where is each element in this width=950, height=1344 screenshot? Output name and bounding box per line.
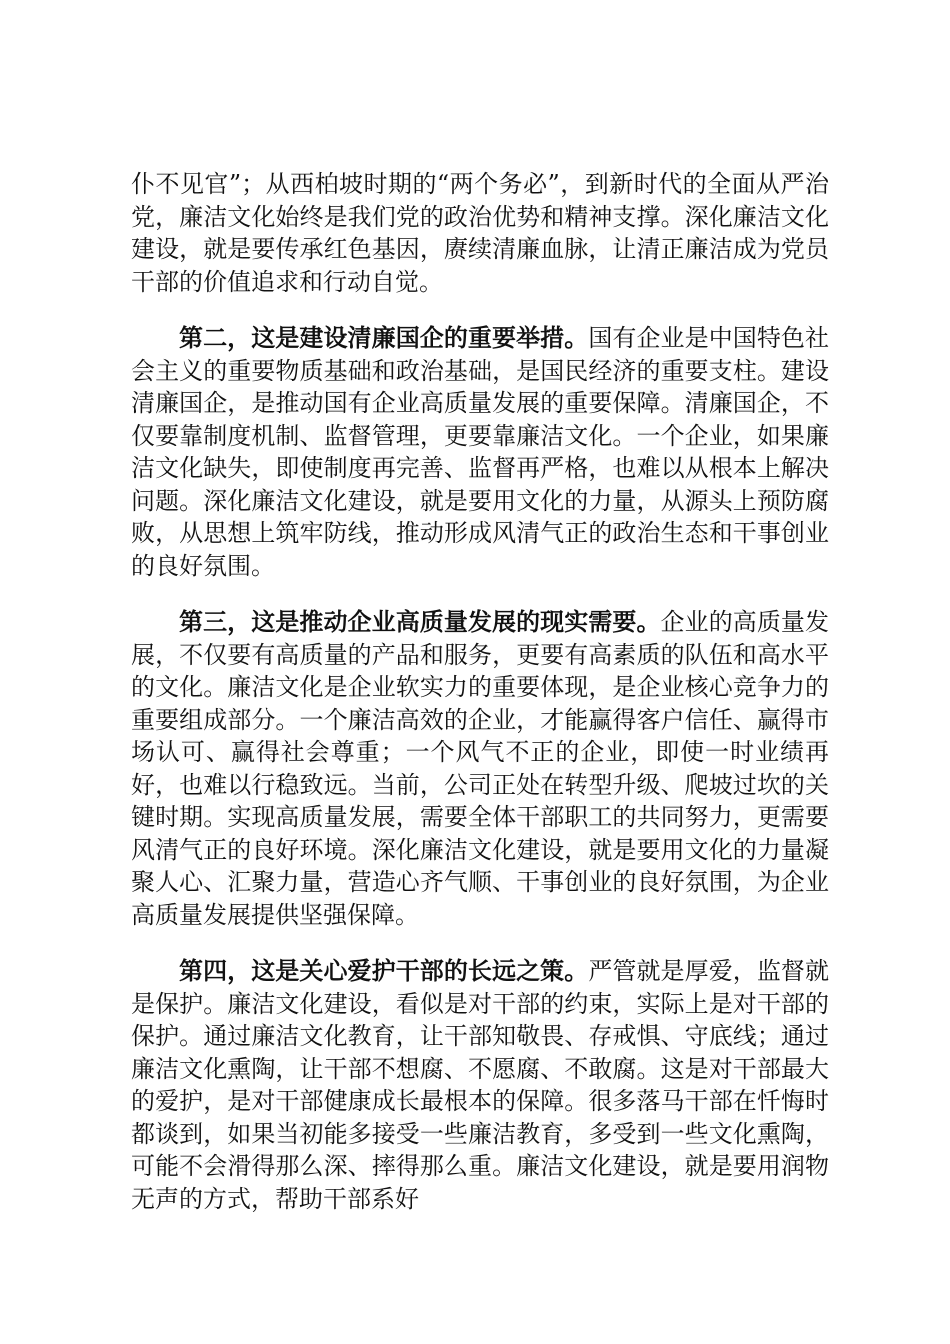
paragraph-third-point xyxy=(131,606,829,931)
paragraph-continuation xyxy=(131,168,829,298)
paragraph-text: 仆不见官”；从西柏坡时期的“两个务必”，到新时代的全面从严治党，廉洁文化始终是我们党的政治优势和精神支撑。深化廉洁文化建设，就是要传承红色基因，赓续清廉血脉，让清正廉洁成为党员干部的价值追求和行动自觉。 xyxy=(131,170,829,296)
paragraph-fourth-point xyxy=(131,955,829,1215)
paragraph-text: 企业的高质量发展，不仅要有高质量的产品和服务，更要有高素质的队伍和高水平的文化。廉洁文化是企业软实力的重要体现，是企业核心竞争力的重要组成部分。一个廉洁高效的企业，才能赢得客户信任、赢得市场认可、赢得社会尊重；一个风气不正的企业，即使一时业绩再好，也难以行稳致远。当前，公司正处在转型升级、爬坡过坎的关键时期。实现高质量发展，需要全体干部职工的共同努力，更需要风清气正的良好环境。深化廉洁文化建设，就是要用文化的力量凝聚人心、汇聚力量，营造心齐气顺、干事创业的良好氛围，为企业高质量发展提供坚强保障。 xyxy=(131,608,830,929)
paragraph-heading: 第三，这是推动企业高质量发展的现实需要。 xyxy=(179,607,661,636)
paragraph-heading: 第二，这是建设清廉国企的重要举措。 xyxy=(179,323,589,352)
paragraph-heading: 第四，这是关心爱护干部的长远之策。 xyxy=(179,956,589,985)
paragraph-second-point xyxy=(131,322,829,582)
paragraph-text: 国有企业是中国特色社会主义的重要物质基础和政治基础，是国民经济的重要支柱。建设清廉国企，是推动国有企业高质量发展的重要保障。清廉国企，不仅要靠制度机制、监督管理，更要靠廉洁文化。一个企业，如果廉洁文化缺失，即使制度再完善、监督再严格，也难以从根本上解决问题。深化廉洁文化建设，就是要用文化的力量，从源头上预防腐败，从思想上筑牢防线，推动形成风清气正的政治生态和干事创业的良好氛围。 xyxy=(131,324,830,580)
paragraph-text: 严管就是厚爱，监督就是保护。廉洁文化建设，看似是对干部的约束，实际上是对干部的保护。通过廉洁文化教育，让干部知敬畏、存戒惧、守底线；通过廉洁文化熏陶，让干部不想腐、不愿腐、不敢腐。这是对干部最大的爱护，是对干部健康成长最根本的保障。很多落马干部在忏悔时都谈到，如果当初能多接受一些廉洁教育，多受到一些文化熏陶，可能不会滑得那么深、摔得那么重。廉洁文化建设，就是要用润物无声的方式，帮助干部系好 xyxy=(131,957,830,1213)
document-page xyxy=(131,168,829,1239)
